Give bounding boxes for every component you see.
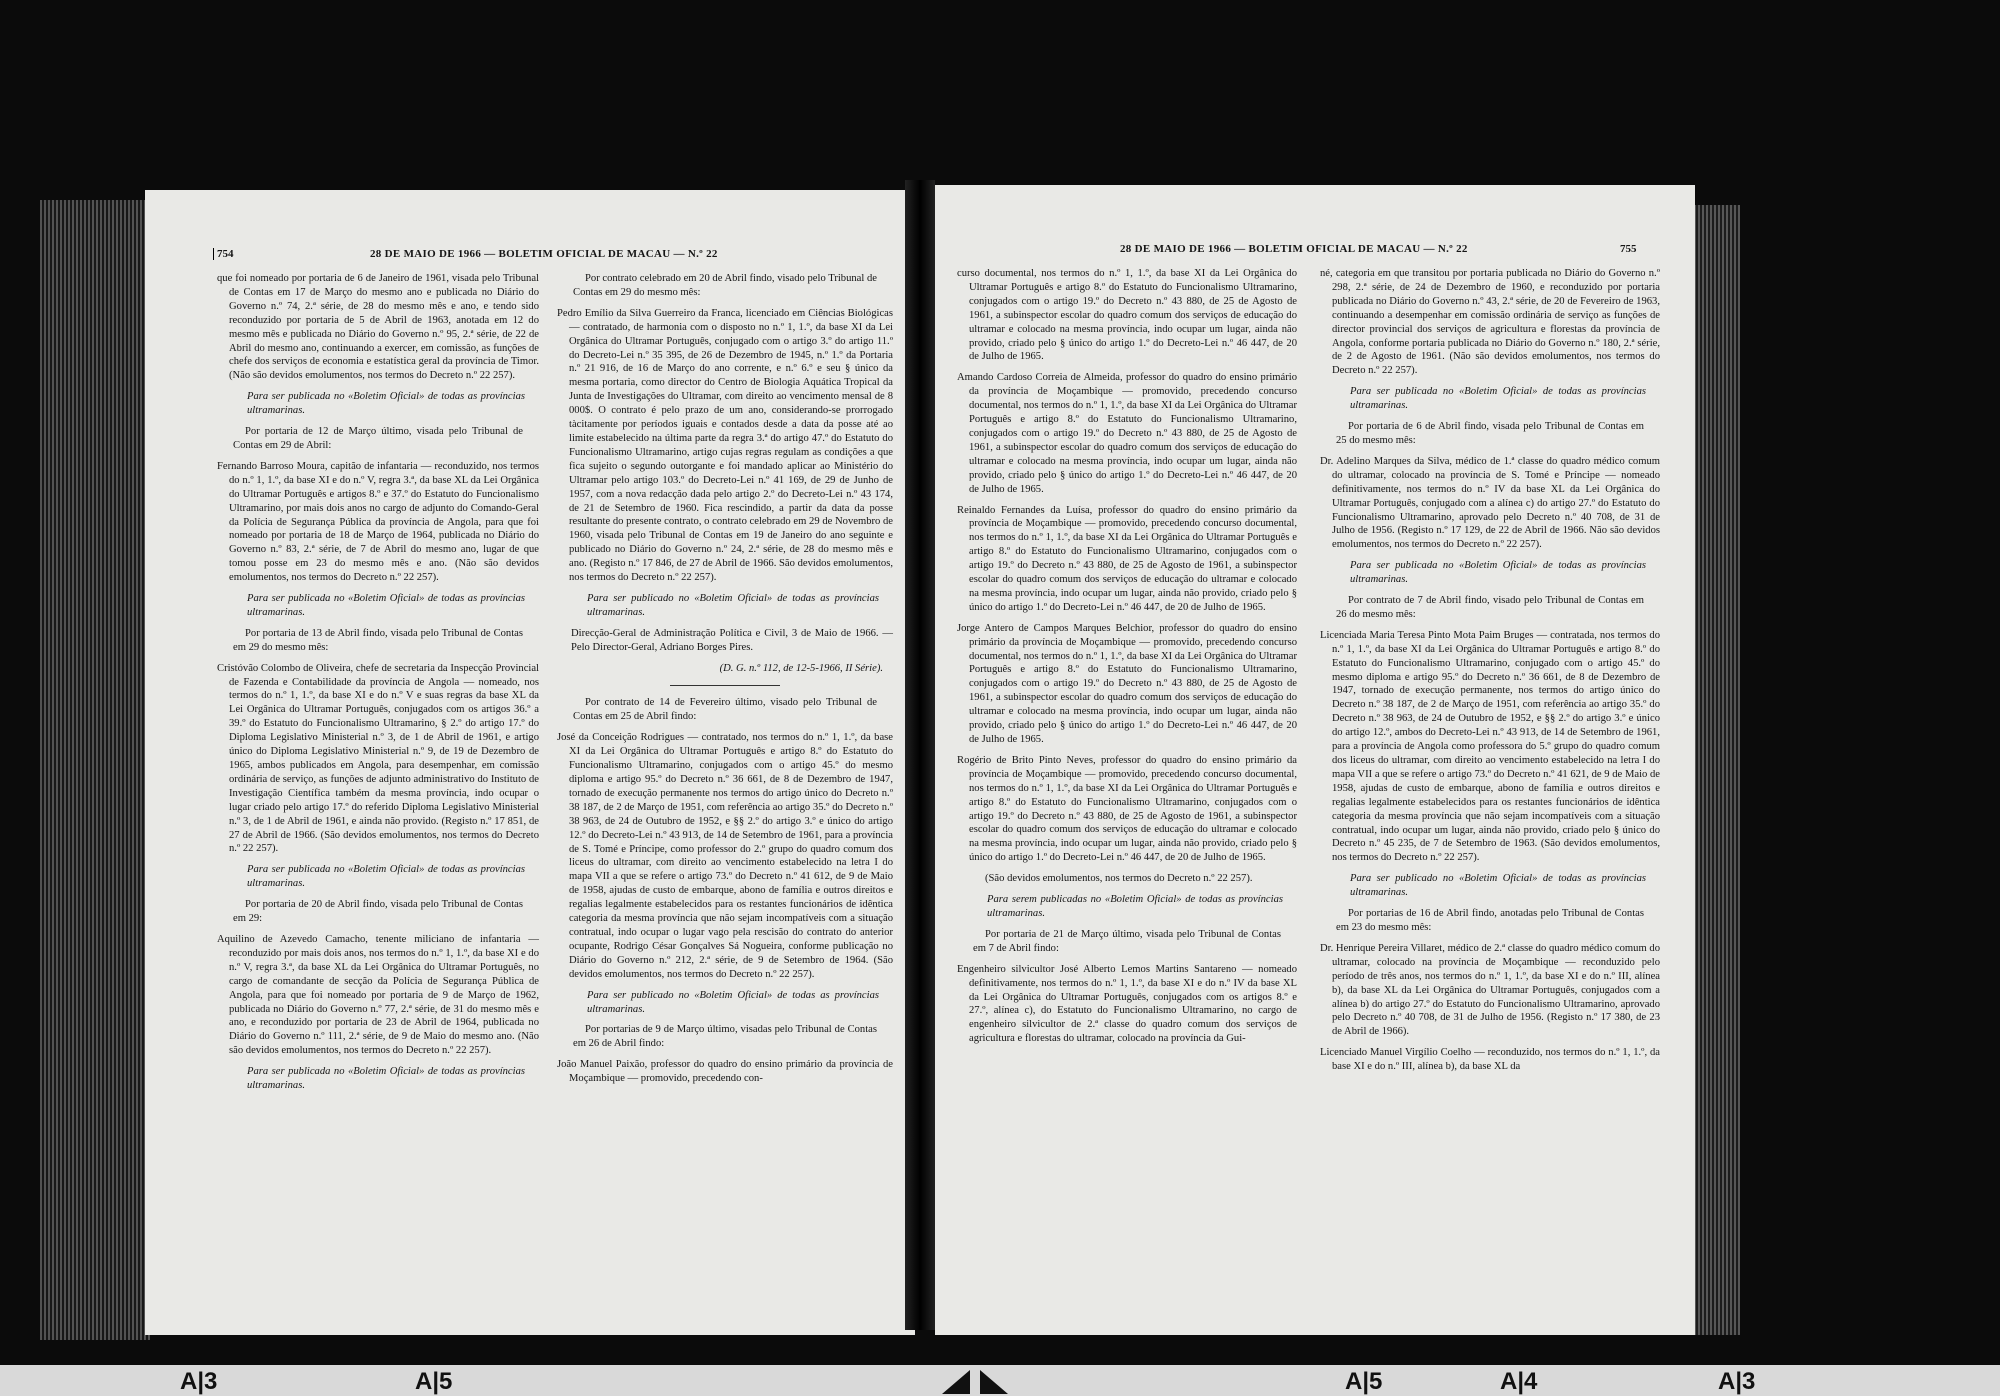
section-intro: Por portaria de 13 de Abril findo, visada pelo Tribunal de Contas em 29 do mesmo mês:: [233, 627, 523, 653]
text-column-2: [1320, 267, 1660, 1081]
section-intro: Por portaria de 20 de Abril findo, visada pelo Tribunal de Contas em 29:: [233, 899, 523, 925]
section-intro: Por contrato celebrado em 20 de Abril findo, visado pelo Tribunal de Contas em 29 do mesmo mês:: [573, 273, 877, 298]
section-rule: [670, 685, 780, 686]
appointment-entry: Rogério de Brito Pinto Neves, professor do quadro do ensino primário da província de Moçambique — promovido, precedendo concurso documental, nos termos do n.º 1, 1.º, da base XI da Lei Orgânica do Ultramar Português e artigo 8.º do Estatuto do Funcionalismo Ultramarino, conjugados com o artigo 19.º do Decreto n.º 43 880, de 25 de Agosto de 1961, a subinspector escolar do quadro comum dos serviços de educação do ultramar e colocado na mesma província, indo ocupar um lugar, ainda não provido, criado pelo § único do artigo 1.º do Decreto-Lei n.º 46 447, de 20 de Julho de 1965.: [957, 754, 1297, 864]
appointment-entry: José da Conceição Rodrigues — contratado, nos termos do n.º 1, 1.º, da base XI da Lei Orgânica do Ultramar Português e artigo 8.º do Estatuto do Funcionalismo Ultramarino, conjugados com o artigo 45.º do mesmo diploma e artigo 95.º do Decreto n.º 36 661, de 8 de Dezembro de 1947, tornado de execução permanente nos termos do artigo único do Decreto n.º 38 187, de 2 de Março de 1951, com referência ao artigo 35.º do Decreto n.º 38 963, de 24 de Outubro de 1952, e §§ 2.º do artigo 3.º e único do artigo 12.º do Decreto-Lei n.º 43 913, de 14 de Setembro de 1961, para a província de S. Tomé e Príncipe, como professor do 2.º grupo do quadro comum dos liceus do ultramar, com direito ao vencimento estabelecido na letra I do mapa VII a que se refere o artigo 73.º do Decreto n.º 41 612, de 9 de Maio de 1958, ajudas de custo de embarque, abono de família e outros direitos e regalias legalmente estabelecidos para os restantes funcionários de idêntica categoria da mesma província que não sejam incompatíveis com a situação contratual, indo ocupar o lugar vago pela rescisão do contrato do anterior ocupante, Rodrigo César Gonçalves Sá Nogueira, conforme publicação no Diário do Governo n.º 212, 2.ª série, de 9 de Setembro de 1964. (São devidos emolumentos, nos termos do Decreto n.º 22 257).: [557, 732, 893, 980]
publication-note: Para ser publicada no «Boletim Oficial» de todas as províncias ultramarinas.: [247, 593, 525, 618]
appointment-entry: Jorge Antero de Campos Marques Belchior, professor do quadro do ensino primário da província de Moçambique — promovido, precedendo concurso documental, nos termos do n.º 1, 1.º, da base XI da Lei Orgânica do Ultramar Português e artigo 8.º do Estatuto do Funcionalismo Ultramarino, conjugados com o artigo 19.º do Decreto n.º 43 880, de 25 de Agosto de 1961, a subinspector escolar do quadro comum dos serviços de educação do ultramar e colocado na mesma província, indo ocupar um lugar, ainda não provido, criado pelo § único do artigo 1.º do Decreto-Lei n.º 46 447, de 20 de Julho de 1965.: [957, 622, 1297, 745]
signature-line: Direcção-Geral de Administração Política e Civil, 3 de Maio de 1966. — Pelo Director-Geral, Adriano Borges Pires.: [571, 627, 893, 653]
footer-mark: A|5: [415, 1368, 453, 1395]
text-column-1: [217, 272, 539, 1100]
section-intro: Por portaria de 21 de Março último, visada pelo Tribunal de Contas em 7 de Abril findo:: [973, 928, 1281, 954]
publication-note: Para ser publicada no «Boletim Oficial» de todas as províncias ultramarinas.: [247, 864, 525, 890]
header-title: 28 DE MAIO DE 1966 — BOLETIM OFICIAL DE MACAU — N.º 22: [1120, 243, 1468, 255]
footer-mark: A|3: [180, 1368, 218, 1395]
right-page-edges: [1690, 205, 1740, 1335]
section-intro: Por contrato de 7 de Abril findo, visado pelo Tribunal de Contas em 26 do mesmo mês:: [1336, 595, 1644, 620]
left-page-edges: [40, 200, 150, 1340]
source-reference: (D. G. n.º 112, de 12-5-1966, II Série).: [719, 662, 883, 674]
publication-note: Para ser publicado no «Boletim Oficial» de todas as províncias ultramarinas.: [1350, 873, 1646, 899]
publication-note: Para ser publicada no «Boletim Oficial» de todas as províncias ultramarinas.: [247, 1066, 525, 1092]
appointment-entry: Dr. Adelino Marques da Silva, médico de 1.ª classe do quadro médico comum do ultramar, colocado na província de S. Tomé e Príncipe — nomeado definitivamente, nos termos do n.º IV da base XL da Lei Orgânica do Ultramar Português, conjugado com a alínea c) do artigo 27.º do Estatuto do Funcionalismo Ultramarino, aprovado pelo Decreto n.º 40 708, de 31 de Julho de 1956. (Registo n.º 17 129, de 22 de Abril de 1966. Não são devidos emolumentos, nos termos do Decreto n.º 22 257).: [1320, 455, 1660, 551]
section-intro: Por portarias de 16 de Abril findo, anotadas pelo Tribunal de Contas em 23 do mesmo mês:: [1336, 908, 1644, 933]
center-arrows-icon: [940, 1368, 1010, 1396]
appointment-entry: Licenciado Manuel Virgílio Coelho — reconduzido, nos termos do n.º 1, 1.º, da base XI e do n.º III, alínea b), da base XL da: [1320, 1047, 1660, 1073]
publication-note: Para ser publicada no «Boletim Oficial» de todas as províncias ultramarinas.: [1350, 560, 1646, 586]
publication-note: Para ser publicada no «Boletim Oficial» de todas as províncias ultramarinas.: [1350, 386, 1646, 412]
publication-note: Para ser publicado no «Boletim Oficial» de todas as províncias ultramarinas.: [587, 989, 879, 1015]
section-intro: Por portarias de 9 de Março último, visadas pelo Tribunal de Contas em 26 de Abril findo:: [573, 1024, 877, 1050]
appointment-entry: Reinaldo Fernandes da Luísa, professor do quadro do ensino primário da província de Moçambique — promovido, precedendo concurso documental, nos termos do n.º 1, 1.º, da base XI da Lei Orgânica do Ultramar Português e artigo 8.º do Estatuto do Funcionalismo Ultramarino, conjugados com o artigo 19.º do Decreto n.º 43 880, de 25 de Agosto de 1961, a subinspector escolar do quadro comum dos serviços de educação do ultramar e colocado na mesma província, indo ocupar um lugar, ainda não provido, criado pelo § único do artigo 1.º do Decreto-Lei n.º 46 447, de 20 de Julho de 1965.: [957, 504, 1297, 613]
appointment-entry: Licenciada Maria Teresa Pinto Mota Paim Bruges — contratada, nos termos do n.º 1, 1.º, da base XI da Lei Orgânica do Ultramar Português e artigo 8.º do Estatuto do Funcionalismo Ultramarino, conjugado com o artigo 45.º do mesmo diploma e artigo 95.º do Decreto n.º 36 661, de 8 de Dezembro de 1947, tornado de execução permanente, nos termos do artigo único do Decreto n.º 38 187, de 2 de Março de 1951, com referência ao artigo 35.º do Decreto n.º 38 963, de 24 de Outubro de 1952, e §§ 2.º do artigo 3.º e único do artigo 12.º, ambos do Decreto-Lei n.º 43 913, de 14 de Setembro de 1961, para a província de Angola como professora do 5.º grupo do quadro comum dos liceus do ultramar, com direito ao vencimento estabelecido na letra I do mapa VII a que se refere o artigo 73.º do Decreto n.º 41 621, de 9 de Maio de 1958, ajudas de custo de embarque, abono de família e outros direitos e regalias legalmente estabelecidos para os restantes funcionários de idêntica categoria da mesma província que não sejam incompatíveis com a situação contratual, indo ocupar um lugar, ainda não provido, criado pelo § único do Decreto n.º 45 235, de 7 de Setembro de 1963. (São devidos emolumentos, nos termos do Decreto n.º 22 257).: [1320, 629, 1660, 864]
publication-note: Para serem publicadas no «Boletim Oficial» de todas as províncias ultramarinas.: [987, 894, 1283, 919]
appointment-entry: Engenheiro silvicultor José Alberto Lemos Martins Santareno — nomeado definitivamente, nos termos do n.º 1, 1.º, da base XI e do n.º IV da base XL da Lei Orgânica do Ultramar Português, conjugados com os artigos 8.º e 27.º, alínea c), do Estatuto do Funcionalismo Ultramarino, no cargo de engenheiro silvicultor de 2.ª classe do quadro comum dos serviços de agricultura e florestas do ultramar, colocado na província da Gui-: [957, 963, 1297, 1045]
appointment-entry: curso documental, nos termos do n.º 1, 1.º, da base XI da Lei Orgânica do Ultramar Português e artigo 8.º do Estatuto do Funcionalismo Ultramarino, conjugados com o artigo 19.º do Decreto n.º 43 880, de 25 de Agosto de 1961, a subinspector escolar do quadro comum dos serviços de educação do ultramar e colocado na mesma província, indo ocupar um lugar, ainda não provido, criado pelo § único do artigo 1.º do Decreto-Lei n.º 46 447, de 20 de Julho de 1965.: [957, 268, 1297, 363]
running-header: [145, 248, 915, 268]
appointment-entry: Aquilino de Azevedo Camacho, tenente miliciano de infantaria — reconduzido por mais dois anos, nos termos do n.º 1, 1.º, da base XI e do n.º V, regra 3.ª, da base XL da Lei Orgânica do Ultramar Português, no cargo de comandante de secção da Polícia de Segurança Pública de Angola, para que foi nomeado por portaria de 9 de Março de 1962, publicada no Diário do Governo n.º 77, 2.ª série, de 31 do mesmo mês e ano, e reconduzido por portaria de 23 de Abril de 1964, publicada no Diário do Governo n.º 111, 2.ª série, de 9 de Maio do mesmo ano. (Não são devidos emolumentos, nos termos do Decreto n.º 22 257).: [217, 933, 539, 1057]
publication-note: Para ser publicado no «Boletim Oficial» de todas as províncias ultramarinas.: [587, 592, 879, 618]
header-title: 28 DE MAIO DE 1966 — BOLETIM OFICIAL DE MACAU — N.º 22: [370, 248, 718, 260]
footer-mark: A|5: [1345, 1368, 1383, 1395]
appointment-entry: João Manuel Paixão, professor do quadro do ensino primário da província de Moçambique — promovido, precedendo con-: [557, 1059, 893, 1085]
appointment-entry: né, categoria em que transitou por portaria publicada no Diário do Governo n.º 298, 2.ª série, de 24 de Dezembro de 1960, e reconduzido por portaria publicada no Diário do Governo n.º 43, 2.ª série, de 20 de Fevereiro de 1963, continuando a desempenhar em comissão ordinária de serviço as funções de director provincial dos serviços de agricultura e florestas da província de Angola, conforme portaria publicada no Diário do Governo n.º 180, 2.ª série, de 2 de Agosto de 1961. (Não são devidos emolumentos, nos termos do Decreto n.º 22 257).: [1320, 268, 1660, 377]
section-intro: Por portaria de 12 de Março último, visada pelo Tribunal de Contas em 29 de Abril:: [233, 426, 523, 451]
right-page: [935, 185, 1695, 1335]
section-intro: (São devidos emolumentos, nos termos do Decreto n.º 22 257).: [985, 873, 1253, 885]
appointment-entry: que foi nomeado por portaria de 6 de Janeiro de 1961, visada pelo Tribunal de Contas em 17 de Março do mesmo ano e publicada no Diário do Governo n.º 74, 2.ª série, de 28 do mesmo mês e ano, e tendo sido reconduzido por portaria de 5 de Abril de 1963, anotada em 12 do mesmo mês e publicada no Diário do Governo n.º 95, 2.ª série, de 22 de Abril do mesmo ano, continuando a exercer, em comissão, as funções de chefe dos serviços de economia e estatística geral da província de Timor. (Não são devidos emolumentos, nos termos do Decreto n.º 22 257).: [217, 273, 539, 382]
appointment-entry: Cristóvão Colombo de Oliveira, chefe de secretaria da Inspecção Provincial de Fazenda e Contabilidade da província de Angola — nomeado, nos termos do n.º 1, 1.º, da base XI e do n.º V e suas regras da base XL da Lei Orgânica do Ultramar Português, conjugados com os artigos 36.º a 39.º do Estatuto do Funcionalismo Ultramarino, § 2.º do artigo 17.º do Diploma Legislativo Ministerial n.º 3, de 1 de Abril de 1961, e artigo único do Diploma Legislativo Ministerial n.º 9, de 19 de Dezembro de 1965, ambos publicados em Angola, para desempenhar, em comissão ordinária de serviço, as funções de adjunto administrativo do Instituto de Investigação Científica também da mesma província, indo ocupar o lugar criado pelo artigo 17.º do referido Diploma Legislativo Ministerial n.º 3, de 1 de Abril de 1961, e ainda não provido. (Registo n.º 17 851, de 27 de Abril de 1966. (São devidos emolumentos, nos termos do Decreto n.º 22 257).: [217, 662, 539, 855]
page-number: 755: [1620, 243, 1637, 255]
footer-mark: A|3: [1718, 1368, 1756, 1395]
appointment-entry: Fernando Barroso Moura, capitão de infantaria — reconduzido, nos termos do n.º 1, 1.º, da base XI e do n.º V, regra 3.ª, da base XL da Lei Orgânica do Ultramar Português e artigos 8.º e 37.º do Estatuto do Funcionalismo Ultramarino, por mais dois anos no cargo de adjunto do Comando-Geral da Polícia de Segurança Pública da província de Angola, para que foi nomeado por portaria de 18 de Março de 1964, publicada no Diário do Governo n.º 83, 2.ª série, de 7 de Abril do mesmo ano, lugar de que tomou posse em 23 do mesmo mês e ano. (Não são devidos emolumentos, nos termos do Decreto n.º 22 257).: [217, 460, 539, 584]
running-header: [935, 243, 1695, 263]
section-intro: Por contrato de 14 de Fevereiro último, visado pelo Tribunal de Contas em 25 de Abril findo:: [573, 697, 877, 723]
appointment-entry: Dr. Henrique Pereira Villaret, médico de 2.ª classe do quadro médico comum do ultramar, colocado na província de Moçambique — reconduzido pelo período de três anos, nos termos do n.º 1, 1.º, da base XI e do n.º III, alínea b), da base XL da Lei Orgânica do Ultramar Português, conjugados com a alínea b) do artigo 27.º do Estatuto do Funcionalismo Ultramarino, aprovado pelo Decreto n.º 40 708, de 31 de Julho de 1956. (Registo n.º 17 380, de 23 de Abril de 1966).: [1320, 942, 1660, 1038]
appointment-entry: Amando Cardoso Correia de Almeida, professor do quadro do ensino primário da província de Moçambique — promovido, precedendo concurso documental, nos termos do n.º 1, 1.º, da base XI da Lei Orgânica do Ultramar Português e artigo 8.º do Estatuto do Funcionalismo Ultramarino, conjugados com o artigo 19.º do Decreto n.º 43 880, de 25 de Agosto de 1961, a subinspector escolar do quadro comum dos serviços de educação do ultramar e colocado na mesma província, indo ocupar um lugar, ainda não provido, criado pelo § único do artigo 1.º do Decreto-Lei n.º 46 447, de 20 de Julho de 1965.: [957, 372, 1297, 495]
section-intro: Por portaria de 6 de Abril findo, visada pelo Tribunal de Contas em 25 do mesmo mês:: [1336, 421, 1644, 446]
page-number: 754: [213, 248, 234, 260]
publication-note: Para ser publicada no «Boletim Oficial» de todas as províncias ultramarinas.: [247, 391, 525, 417]
appointment-entry: Pedro Emílio da Silva Guerreiro da Franca, licenciado em Ciências Biológicas — contratado, de harmonia com o disposto no n.º 1, 1.º, da base XI da Lei Orgânica do Ultramar Português, conjugado com o artigo 3.º do artigo 11.º do Decreto-Lei n.º 35 395, de 26 de Dezembro de 1945, n.º 1.º da Portaria n.º 21 916, de 16 de Março do ano corrente, e n.º 6.º e seu § único da mesma portaria, como director do Centro de Biologia Aquática Tropical da Junta de Investigações do Ultramar, com direito ao vencimento mensal de 8 000$. O contrato é pelo prazo de um ano, considerando-se prorrogado tàcitamente por períodos iguais e contados desde a data da posse até ao limite estabelecido na última parte da regra 3.ª do artigo 47.º do Estatuto do Funcionalismo Ultramarino, artigo cujas regras regulam as condições a que fica sujeito o segundo outorgante e foi mandado aplicar ao Ministério do Ultramar pelo artigo 103.º do Decreto-Lei n.º 41 169, de 29 de Junho de 1957, com a nova redacção dada pelo artigo 2.º do Decreto-Lei n.º 43 174, de 21 de Setembro de 1960. Fica rescindido, a partir da data da posse resultante do presente contrato, o contrato celebrado em 29 de Novembro de 1960, visada pelo Tribunal de Contas em 19 de Janeiro do ano seguinte e publicado no Diário do Governo n.º 24, 2.ª série, de 28 do mesmo mês e ano. (Registo n.º 17 846, de 27 de Abril de 1966. São devidos emolumentos, nos termos do Decreto n.º 22 257).: [557, 307, 893, 584]
left-page: [145, 190, 915, 1335]
text-column-2: [557, 272, 893, 1093]
book-spine: [905, 180, 935, 1330]
footer-mark: A|4: [1500, 1368, 1538, 1395]
text-column-1: [957, 267, 1297, 1053]
